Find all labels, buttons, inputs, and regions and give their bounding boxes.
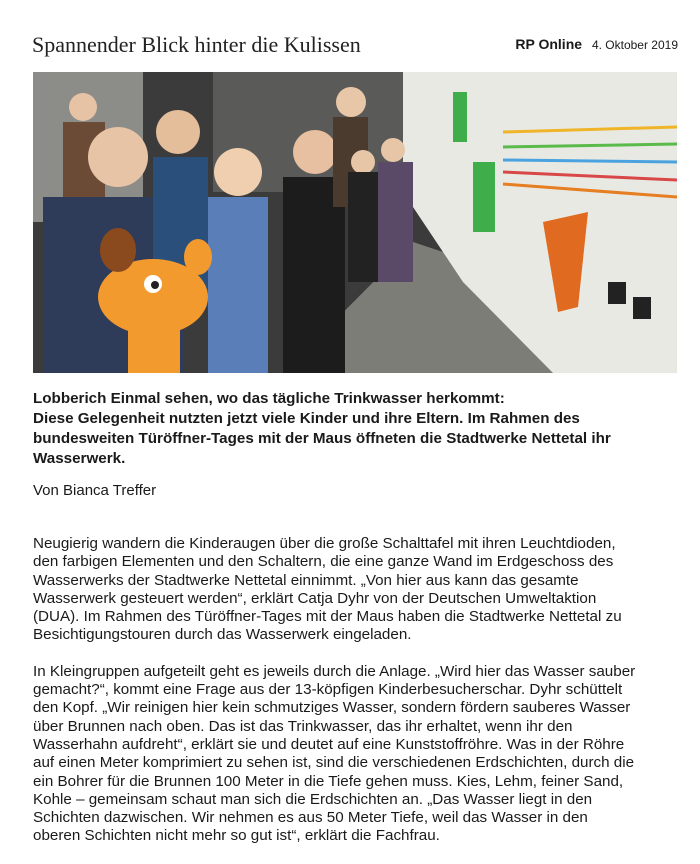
- body-line: gemacht?“, kommt eine Frage aus der 13-köpfigen Kinderbesucherschar. Dyhr schüttelt: [33, 681, 623, 699]
- paragraph-2: [33, 663, 683, 846]
- paragraph-1: [33, 535, 683, 645]
- body-line: Kohle – gemeinsam schaut man sich die Erdschichten an. „Das Wasser liegt in den: [33, 790, 593, 808]
- article-title: Spannender Blick hinter die Kulissen: [32, 32, 361, 57]
- body-line: In Kleingruppen aufgeteilt geht es jeweils durch die Anlage. „Wird hier das Wasser sauber: [33, 662, 636, 680]
- body-line: Wasserwerk gesteuert werden“, erklärt Catja Dyhr von der Deutschen Umweltaktion: [33, 589, 597, 607]
- lead-line: bundesweiten Türöffner-Tages mit der Maus öffneten die Stadtwerke Nettetal ihr: [33, 430, 611, 447]
- body-line: oberen Schichten nicht mehr so gut ist“, erklärt die Fachfrau.: [33, 827, 440, 845]
- article-lead: [33, 389, 683, 469]
- body-line: ein Bohrer für die Brunnen 100 Meter in die Tiefe gehen muss. Kies, Lehm, feiner Sand,: [33, 772, 624, 790]
- body-line: den Kopf. „Wir reinigen hier kein schmutziges Wasser, sondern fördern sauberes Wasser: [33, 699, 631, 717]
- body-line: Besichtigungstouren durch das Wasserwerk eingeladen.: [33, 626, 412, 644]
- publication-date: 4. Oktober 2019: [591, 38, 678, 52]
- body-line: Wasserwerks der Stadtwerke Nettetal einnimmt. „Von hier aus kann das gesamte: [33, 571, 579, 589]
- article-body: [33, 535, 683, 864]
- body-line: (DUA). Im Rahmen des Türöffner-Tages mit der Maus haben die Stadtwerke Nettetal zu: [33, 608, 622, 626]
- author-byline: Von Bianca Treffer: [33, 482, 157, 499]
- body-line: auf einen Meter komprimiert zu sehen ist, sind die verschiedenen Erdschichten, durch die: [33, 754, 635, 772]
- photo-children-control-panel-icon: [33, 72, 677, 373]
- lead-line: Lobberich Einmal sehen, wo das tägliche Trinkwasser herkommt:: [33, 390, 505, 407]
- source-line: [515, 36, 678, 52]
- lead-line: Wasserwerk.: [33, 450, 126, 467]
- body-line: Wasserhahn aufdreht“, erklärt sie und deutet auf eine Kunststoffröhre. Was in der Röhre: [33, 735, 625, 753]
- body-line: den farbigen Elementen und den Schaltern, die eine ganze Wand im Erdgeschoss des: [33, 553, 614, 571]
- body-line: über Brunnen nach oben. Das ist das Trinkwasser, das ihr erhaltet, wenn ihr den: [33, 717, 573, 735]
- source-name: RP Online: [515, 36, 583, 52]
- article-photo: [33, 72, 677, 373]
- lead-line: Diese Gelegenheit nutzten jetzt viele Kinder und ihre Eltern. Im Rahmen des: [33, 410, 580, 427]
- body-line: Schichten dazwischen. Wir nehmen es aus 50 Meter Tiefe, weil das Wasser in den: [33, 809, 588, 827]
- body-line: Neugierig wandern die Kinderaugen über die große Schalttafel mit ihren Leuchtdioden,: [33, 535, 616, 552]
